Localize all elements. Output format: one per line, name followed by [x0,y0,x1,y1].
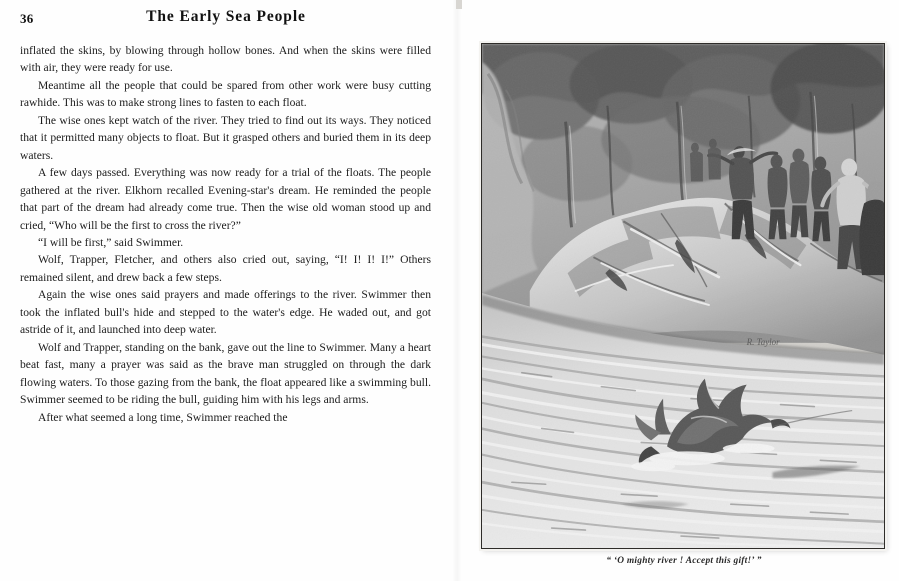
illustration-plate [478,40,890,566]
paragraph: After what seemed a long time, Swimmer reached the [37,410,288,424]
page-gutter-shadow [452,0,462,581]
paragraph: A few days passed. Everything was now ready for a trial of the floats. The people gathered at the river. Elkhorn recalled Evening-star's dream. He reminded the people that part of the dream had already come true. Then the wise old woman stood up and cried, “Who will be the first to cross the river?” [20,166,431,232]
body-text-column [20,42,431,426]
paragraph: Again the wise ones said prayers and made offerings to the river. Swimmer then took the inflated bull's hide and stepped to the water's edge. He waded out, and got astride of it, and launched into deep water. [20,288,431,337]
paragraph: inflated the skins, by blowing through hollow bones. And when the skins were filled with air, they were ready for use. [20,44,431,75]
illustration-caption: “ ‘O mighty river ! Accept this gift!’ ” [606,556,762,566]
illustration-artwork [482,44,884,548]
page-number: 36 [20,11,34,26]
page-title: The Early Sea People [146,8,306,25]
running-head [20,8,432,32]
illustration-frame [481,43,885,549]
paragraph: Wolf, Trapper, Fletcher, and others also cried out, saying, “I! I! I! I!” Others remained silent, and drew back a few steps. [20,253,431,284]
paragraph: Wolf and Trapper, standing on the bank, gave out the line to Swimmer. Many a heart beat fast, many a prayer was said as the brave man struggled on through the dark flowing waters. To those gazing from the bank, the float appeared like a swimming bull. Swimmer seemed to be riding the bull, guiding him with his legs and arms. [20,340,431,407]
paragraph: The wise ones kept watch of the river. They tried to find out its ways. They noticed that it permitted many objects to float. But it grasped others and buried them in its deep waters. [20,113,431,162]
scan-edge-mark [456,0,462,9]
paragraph: Meantime all the people that could be spared from other work were busy cutting rawhide. This was to make strong lines to fasten to each float. [20,78,431,110]
paragraph: “I will be first,” said Swimmer. [37,235,184,249]
